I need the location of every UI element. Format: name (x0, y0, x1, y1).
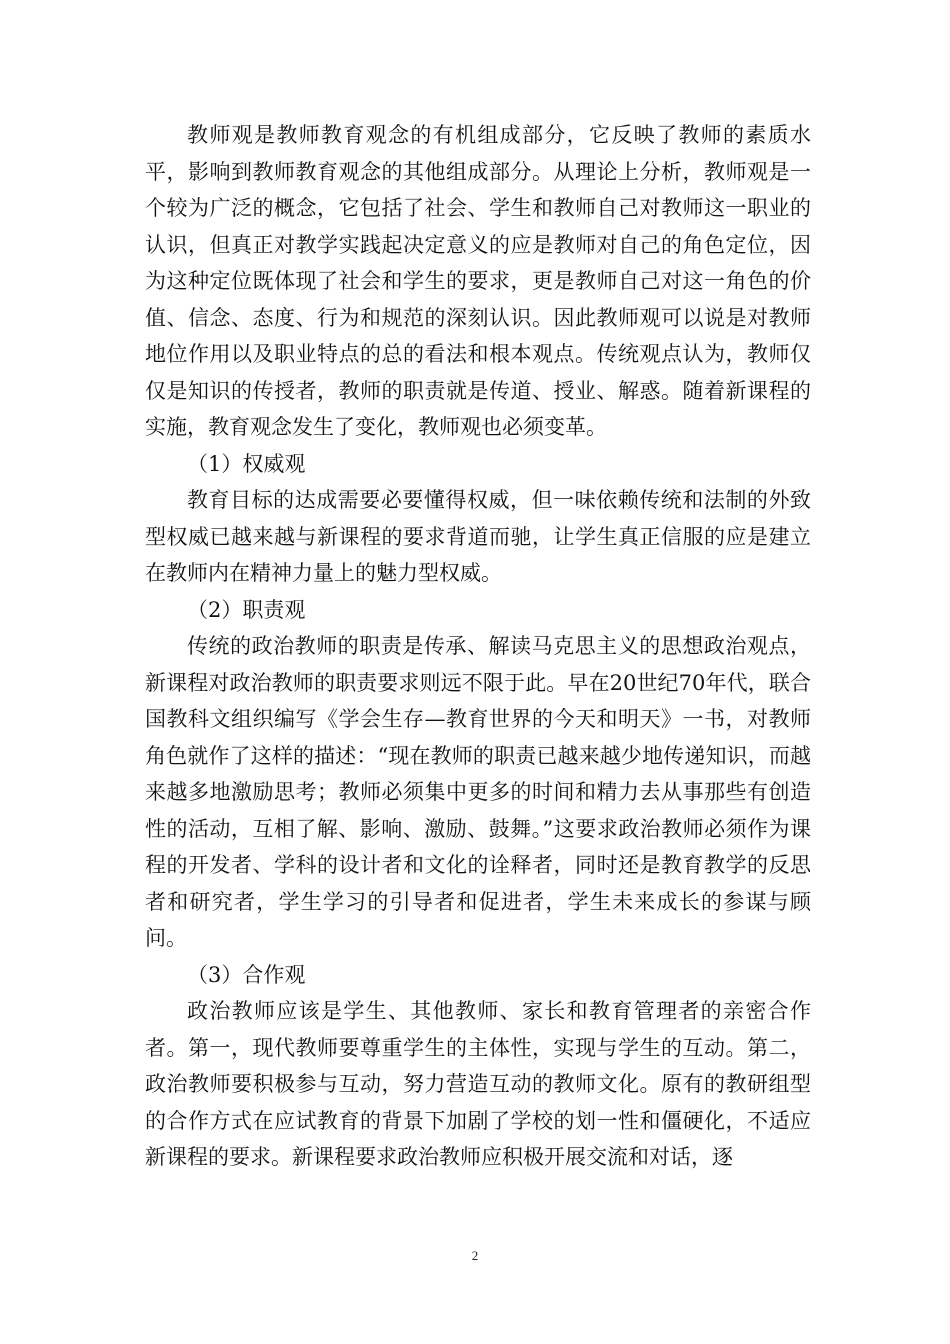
heading-authority-view: （1）权威观 (187, 451, 306, 476)
paragraph-teacher-view: 教师观是教师教育观念的有机组成部分，它反映了教师的素质水平，影响到教师教育观念的其他组成部分。从理论上分析，教师观是一个较为广泛的概念，它包括了社会、学生和教师自己对教师这一职业的认识，但真正对教学实践起决定意义的应是教师对自己的角色定位，因为这种定位既体现了社会和学生的要求，更是教师自己对这一角色的价值、信念、态度、行为和规范的深刻认识。因此教师观可以说是对教师地位作用以及职业特点的总的看法和根本观点。传统观点认为，教师仅仅是知识的传授者，教师的职责就是传道、授业、解惑。随着新课程的实施，教育观念发生了变化，教师观也必须变革。 (145, 123, 811, 439)
page-number: 2 (471, 1248, 479, 1263)
paragraph-cooperation-view: 政治教师应该是学生、其他教师、家长和教育管理者的亲密合作者。第一，现代教师要尊重学生的主体性，实现与学生的互动。第二，政治教师要积极参与互动，努力营造互动的教师文化。原有的教研组型的合作方式在应试教育的背景下加剧了学校的划一性和僵硬化，不适应新课程的要求。新课程要求政治教师应积极开展交流和对话，逐 (145, 999, 811, 1169)
heading-duty-view: （2）职责观 (187, 597, 306, 622)
document-body (145, 117, 811, 1176)
paragraph-authority-view: 教育目标的达成需要必要懂得权威，但一味依赖传统和法制的外致型权威已越来越与新课程的要求背道而驰，让学生真正信服的应是建立在教师内在精神力量上的魅力型权威。 (145, 488, 811, 585)
paragraph-duty-view: 传统的政治教师的职责是传承、解读马克思主义的思想政治观点，新课程对政治教师的职责要求则远不限于此。早在20世纪70年代，联合国教科文组织编写《学会生存—教育世界的今天和明天》一书，对教师角色就作了这样的描述：“现在教师的职责已越来越少地传递知识，而越来越多地激励思考；教师必须集中更多的时间和精力去从事那些有创造性的活动，互相了解、影响、激励、鼓舞。”这要求政治教师必须作为课程的开发者、学科的设计者和文化的诠释者，同时还是教育教学的反思者和研究者，学生学习的引导者和促进者，学生未来成长的参谋与顾问。 (145, 634, 811, 950)
heading-cooperation-view: （3）合作观 (187, 962, 306, 987)
